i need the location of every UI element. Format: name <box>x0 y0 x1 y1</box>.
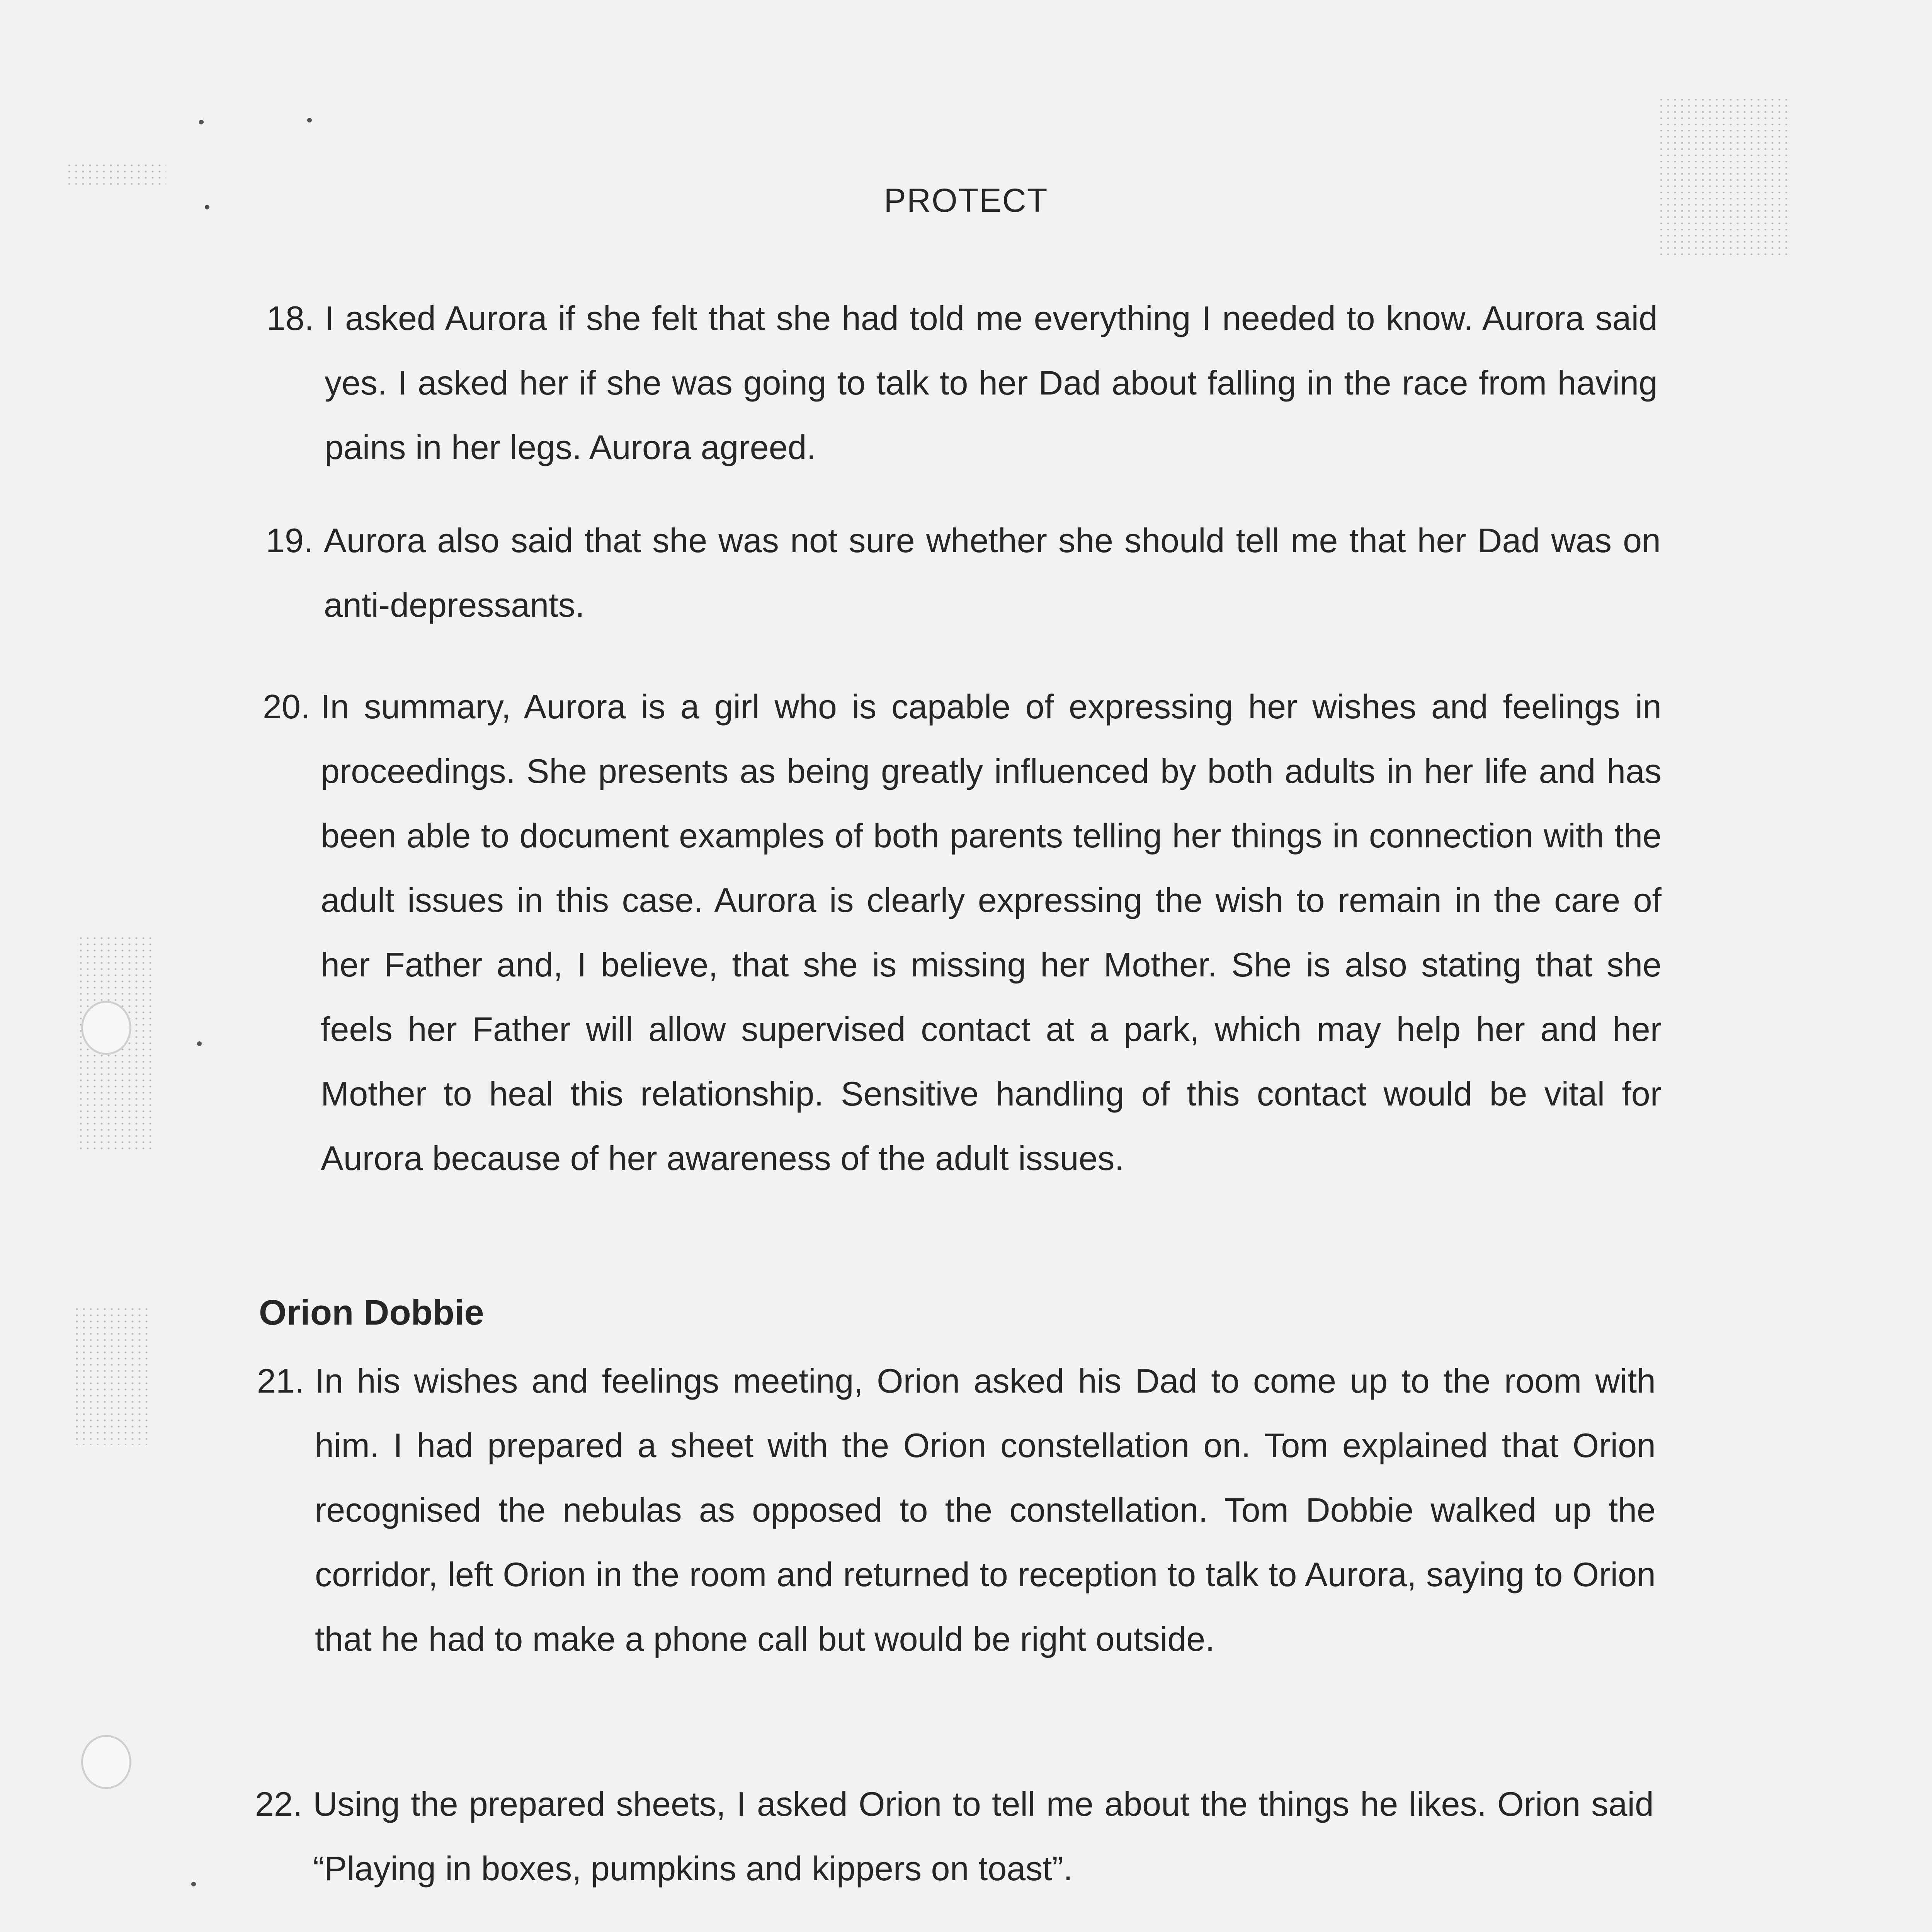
paragraph-number: 20. <box>263 687 310 726</box>
paragraph-22 <box>255 1772 1654 1901</box>
scan-dot <box>199 120 204 124</box>
paragraph-text: Using the prepared sheets, I asked Orion to tell me about the things he likes. Orion said “Playing in boxes, pumpkins and kippers on toast”. <box>313 1785 1654 1888</box>
scan-dot <box>191 1882 196 1886</box>
paragraph-18 <box>267 286 1658 480</box>
section-heading: Orion Dobbie <box>259 1293 484 1332</box>
paragraph-number: 19. <box>266 521 313 560</box>
paragraph-text: In his wishes and feelings meeting, Orion asked his Dad to come up to the room with him. I had prepared a sheet with the Orion constellation on. Tom explained that Orion recognised the nebulas as opposed to the constellation. Tom Dobbie walked up the corridor, left Orion in the room and returned to reception to talk to Aurora, saying to Orion that he had to make a phone call but would be right outside. <box>315 1362 1656 1658</box>
paragraph-20 <box>263 674 1662 1190</box>
protective-marking: PROTECT <box>884 182 1048 219</box>
punch-hole <box>81 1735 131 1789</box>
scan-dot <box>197 1041 202 1046</box>
paragraph-number: 18. <box>267 299 314 337</box>
paragraph-text: I asked Aurora if she felt that she had told me everything I needed to know. Aurora said yes. I asked her if she was going to talk to her Dad about falling in the race from having pains in her legs. Aurora agreed. <box>325 299 1658 466</box>
paragraph-text: In summary, Aurora is a girl who is capable of expressing her wishes and feelings in proceedings. She presents as being greatly influenced by both adults in her life and has been able to document examples of both parents telling her things in connection with the adult issues in this case. Aurora is clearly expressing the wish to remain in the care of her Father and, I believe, that she is missing her Mother. She is also stating that she feels her Father will allow supervised contact at a park, which may help her and her Mother to heal this relationship. Sensitive handling of this contact would be vital for Aurora because of her awareness of the adult issues. <box>321 687 1662 1177</box>
scan-speckle <box>1658 97 1789 259</box>
paragraph-21 <box>257 1349 1656 1671</box>
paragraph-number: 22. <box>255 1785 303 1823</box>
paragraph-number: 21. <box>257 1362 304 1400</box>
paragraph-19 <box>266 508 1661 637</box>
punch-hole <box>81 1001 131 1055</box>
paragraph-text: Aurora also said that she was not sure whether she should tell me that her Dad was on anti-depressants. <box>324 521 1661 624</box>
scan-speckle <box>73 1306 151 1445</box>
scan-dot <box>307 118 312 122</box>
